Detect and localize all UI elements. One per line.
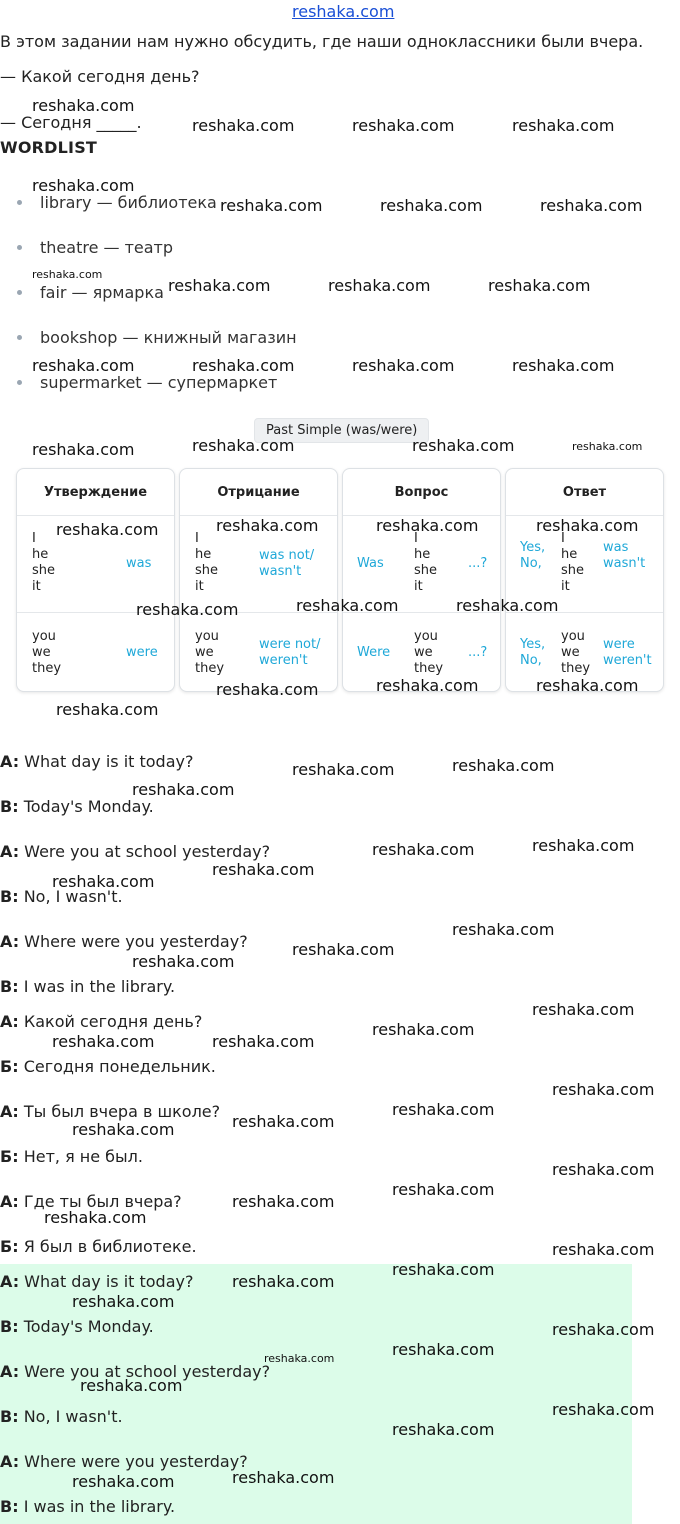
watermark: reshaka.com [512,116,615,135]
watermark: reshaka.com [412,436,515,455]
pronoun-list: you we they [195,629,225,676]
site-link[interactable]: reshaka.com [292,2,395,21]
verb-form: were weren't [603,637,652,668]
dialogue-line: B: I was in the library. [0,977,176,996]
question-line-2: — Сегодня _____. [0,113,142,132]
wordlist-title: WORDLIST [0,138,98,157]
watermark: reshaka.com [552,1240,655,1259]
watermark: reshaka.com [168,276,271,295]
watermark: reshaka.com [552,1320,655,1339]
dialogue-line: Б: Нет, я не был. [0,1147,143,1166]
dialogue-text: I was in the library. [18,1497,176,1516]
auxiliary-verb: Were [357,645,391,660]
watermark: reshaka.com [572,440,643,453]
column-header: Вопрос [343,469,500,516]
watermark: reshaka.com [212,1032,315,1051]
dialogue-line: B: No, I wasn't. [0,1407,123,1426]
dialogue-line: B: Today's Monday. [0,797,154,816]
watermark: reshaka.com [56,700,159,719]
dialogue-text: What day is it today? [19,1272,194,1291]
watermark: reshaka.com [292,940,395,959]
wordlist-item: fair — ярмарка [40,283,164,302]
dialogue-text: Were you at school yesterday? [19,1362,271,1381]
speaker-label: А [0,1102,13,1121]
speaker-label: A [0,842,13,861]
watermark: reshaka.com [232,1112,335,1131]
dialogue-line: А: Какой сегодня день? [0,1012,203,1031]
dialogue-text: Какой сегодня день? [18,1012,203,1031]
speaker-label: A [0,1452,13,1471]
watermark: reshaka.com [192,436,295,455]
watermark: reshaka.com [352,116,455,135]
speaker-label: A [0,1272,13,1291]
watermark: reshaka.com [536,676,639,695]
speaker-label: B [0,1317,13,1336]
watermark: reshaka.com [72,1472,175,1491]
dialogue-line: A: Where were you yesterday? [0,932,248,951]
watermark: reshaka.com [292,760,395,779]
table-caption: Past Simple (was/were) [254,418,429,443]
verb-form: was [126,556,152,571]
watermark: reshaka.com [552,1400,655,1419]
watermark: reshaka.com [392,1100,495,1119]
watermark: reshaka.com [456,596,559,615]
watermark: reshaka.com [232,1272,335,1291]
answer-prefix: Yes, No, [520,637,546,668]
grammar-column-affirmative [16,468,175,692]
pronoun-list: I he she it [561,531,585,594]
speaker-label: B [0,977,13,996]
speaker-label: Б [0,1237,13,1256]
watermark: reshaka.com [80,1376,183,1395]
verb-form: were not/ weren't [259,637,321,668]
dialogue-text: Ты был вчера в школе? [18,1102,221,1121]
dialogue-line: Б: Сегодня понедельник. [0,1057,216,1076]
watermark: reshaka.com [452,756,555,775]
question-ellipsis: ...? [468,556,488,571]
watermark: reshaka.com [264,1352,335,1365]
speaker-label: B [0,1407,13,1426]
wordlist-item: theatre — театр [40,238,174,257]
column-header: Отрицание [180,469,337,516]
dialogue-text: Today's Monday. [18,797,154,816]
watermark: reshaka.com [380,196,483,215]
speaker-label: Б [0,1057,13,1076]
watermark: reshaka.com [52,872,155,891]
watermark: reshaka.com [452,920,555,939]
dialogue-line: A: What day is it today? [0,752,194,771]
pronoun-list: I he she it [195,531,219,594]
watermark: reshaka.com [536,516,639,535]
speaker-label: B [0,797,13,816]
watermark: reshaka.com [192,356,295,375]
watermark: reshaka.com [392,1340,495,1359]
bullet [17,245,22,250]
verb-form: was not/ wasn't [259,548,315,579]
watermark: reshaka.com [392,1180,495,1199]
question-ellipsis: ...? [468,645,488,660]
speaker-label: А [0,1192,13,1211]
column-header: Ответ [506,469,663,516]
column-header: Утверждение [17,469,174,516]
watermark: reshaka.com [376,516,479,535]
wordlist-item: bookshop — книжный магазин [40,328,297,347]
watermark: reshaka.com [392,1260,495,1279]
dialogue-text: Where were you yesterday? [19,932,248,951]
watermark: reshaka.com [296,596,399,615]
watermark: reshaka.com [72,1292,175,1311]
grammar-column-answer [505,468,664,692]
watermark: reshaka.com [44,1208,147,1227]
watermark: reshaka.com [532,1000,635,1019]
pronoun-list: I he she it [414,531,438,594]
wordlist-item: supermarket — супермаркет [40,373,278,392]
dialogue-text: Где ты был вчера? [18,1192,182,1211]
pronoun-list: you we they [414,629,444,676]
watermark: reshaka.com [32,440,135,459]
wordlist-item: library — библиотека [40,193,217,212]
bullet [17,200,22,205]
dialogue-line: Б: Я был в библиотеке. [0,1237,197,1256]
grammar-column-negative [179,468,338,692]
pronoun-list: I he she it [32,531,56,594]
answer-prefix: Yes, No, [520,540,546,571]
watermark: reshaka.com [552,1160,655,1179]
auxiliary-verb: Was [357,556,384,571]
watermark: reshaka.com [352,356,455,375]
watermark: reshaka.com [488,276,591,295]
watermark: reshaka.com [52,1032,155,1051]
speaker-label: A [0,932,13,951]
watermark: reshaka.com [216,680,319,699]
dialogue-text: No, I wasn't. [18,887,123,906]
speaker-label: B [0,1497,13,1516]
watermark: reshaka.com [32,96,135,115]
dialogue-line: A: Were you at school yesterday? [0,842,271,861]
watermark: reshaka.com [372,840,475,859]
speaker-label: A [0,1362,13,1381]
watermark: reshaka.com [132,952,235,971]
verb-form: was wasn't [603,540,646,571]
dialogue-text: Сегодня понедельник. [18,1057,216,1076]
watermark: reshaka.com [32,268,103,281]
watermark: reshaka.com [56,520,159,539]
watermark: reshaka.com [376,676,479,695]
pronoun-list: you we they [561,629,591,676]
speaker-label: B [0,887,13,906]
bullet [17,335,22,340]
dialogue-line: A: Where were you yesterday? [0,1452,248,1471]
watermark: reshaka.com [512,356,615,375]
watermark: reshaka.com [220,196,323,215]
bullet [17,380,22,385]
dialogue-text: Where were you yesterday? [19,1452,248,1471]
watermark: reshaka.com [552,1080,655,1099]
dialogue-text: Were you at school yesterday? [19,842,271,861]
watermark: reshaka.com [132,780,235,799]
watermark: reshaka.com [212,860,315,879]
dialogue-text: What day is it today? [19,752,194,771]
watermark: reshaka.com [216,516,319,535]
grammar-column-question [342,468,501,692]
dialogue-text: Нет, я не был. [18,1147,143,1166]
watermark: reshaka.com [372,1020,475,1039]
dialogue-text: Я был в библиотеке. [18,1237,197,1256]
speaker-label: Б [0,1147,13,1166]
dialogue-text: No, I wasn't. [18,1407,123,1426]
watermark: reshaka.com [392,1420,495,1439]
dialogue-text: I was in the library. [18,977,176,996]
watermark: reshaka.com [32,176,135,195]
dialogue-line: B: I was in the library. [0,1497,176,1516]
watermark: reshaka.com [32,356,135,375]
speaker-label: А [0,1012,13,1031]
verb-form: were [126,645,158,660]
pronoun-list: you we they [32,629,62,676]
watermark: reshaka.com [540,196,643,215]
bullet [17,290,22,295]
question-line-1: — Какой сегодня день? [0,67,200,86]
speaker-label: A [0,752,13,771]
task-description: В этом задании нам нужно обсудить, где наши одноклассники были вчера. [0,32,644,51]
watermark: reshaka.com [532,836,635,855]
watermark: reshaka.com [72,1120,175,1139]
watermark: reshaka.com [136,600,239,619]
dialogue-line: А: Где ты был вчера? [0,1192,182,1211]
watermark: reshaka.com [328,276,431,295]
dialogue-line: B: No, I wasn't. [0,887,123,906]
dialogue-line: A: Were you at school yesterday? [0,1362,271,1381]
watermark: reshaka.com [192,116,295,135]
watermark: reshaka.com [232,1192,335,1211]
dialogue-line: A: What day is it today? [0,1272,194,1291]
dialogue-line: А: Ты был вчера в школе? [0,1102,221,1121]
watermark: reshaka.com [232,1468,335,1487]
dialogue-text: Today's Monday. [18,1317,154,1336]
dialogue-line: B: Today's Monday. [0,1317,154,1336]
